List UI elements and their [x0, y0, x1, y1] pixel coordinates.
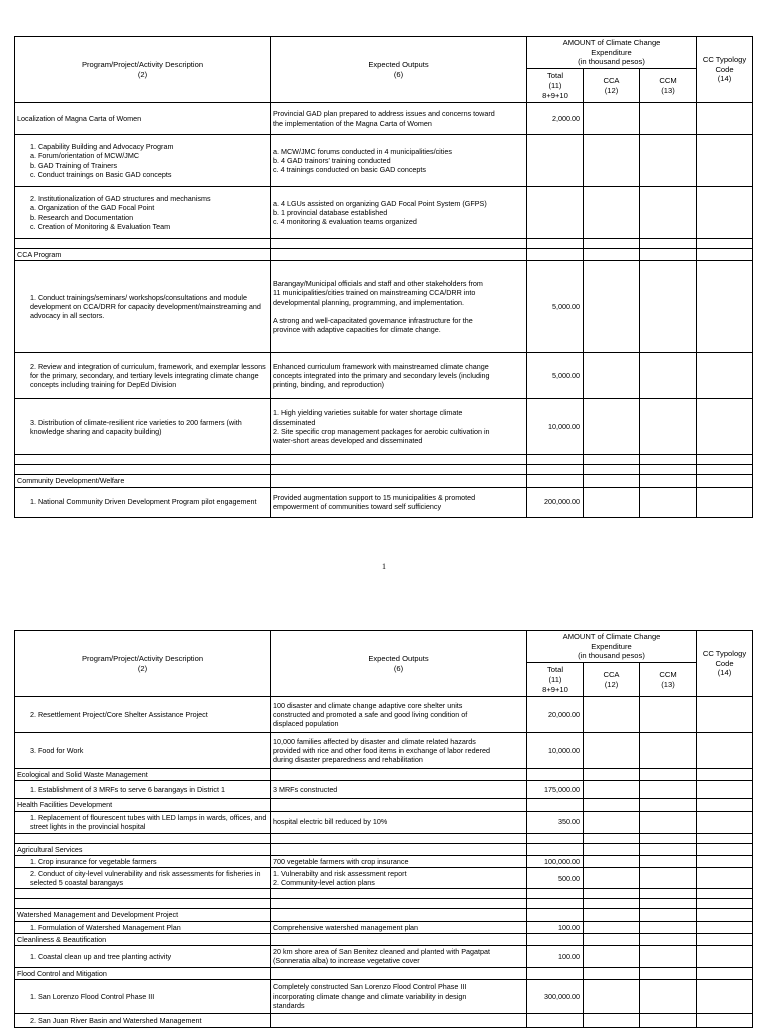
cca-amount-cell — [584, 487, 640, 517]
expected-output-cell — [271, 967, 527, 979]
table-row — [15, 103, 753, 135]
typology-code-cell — [697, 353, 753, 399]
total-amount-cell: 100.00 — [527, 946, 584, 967]
cca-amount-cell — [584, 979, 640, 1013]
table-row — [15, 239, 753, 249]
total-amount-cell — [527, 239, 584, 249]
cca-amount-cell — [584, 868, 640, 889]
program-description-cell: Health Facilities Development — [15, 799, 271, 811]
total-amount-cell — [527, 843, 584, 855]
expected-output-cell: 700 vegetable farmers with crop insurance — [271, 855, 527, 867]
program-description-cell — [15, 455, 271, 465]
total-amount-cell: 350.00 — [527, 811, 584, 833]
header-expected-outputs: Expected Outputs (6) — [271, 631, 527, 697]
ccm-amount-cell — [640, 833, 697, 843]
table-row — [15, 781, 753, 799]
typology-code-cell — [697, 239, 753, 249]
cca-amount-cell — [584, 811, 640, 833]
total-amount-cell: 200,000.00 — [527, 487, 584, 517]
table-row — [15, 261, 753, 353]
header-ccm: CCM (13) — [640, 663, 697, 697]
cca-amount-cell — [584, 187, 640, 239]
expected-output-cell — [271, 843, 527, 855]
total-amount-cell — [527, 249, 584, 261]
table-row — [15, 843, 753, 855]
cca-amount-cell — [584, 261, 640, 353]
program-description-cell: 3. Food for Work — [15, 733, 271, 769]
program-description-cell: 2. Review and integration of curriculum, framework, and exemplar lessons for the primary, secondary, and tertiary levels integrating climate change concepts including training for DepEd Division — [15, 353, 271, 399]
typology-code-cell — [697, 799, 753, 811]
ccm-amount-cell — [640, 946, 697, 967]
ccm-amount-cell — [640, 843, 697, 855]
cca-amount-cell — [584, 933, 640, 945]
total-amount-cell — [527, 475, 584, 487]
typology-code-cell — [697, 889, 753, 899]
cca-amount-cell — [584, 103, 640, 135]
typology-code-cell — [697, 781, 753, 799]
cca-amount-cell — [584, 733, 640, 769]
header-cca: CCA (12) — [584, 663, 640, 697]
table-row — [15, 465, 753, 475]
expected-output-cell: a. MCW/JMC forums conducted in 4 municipalities/cities b. 4 GAD trainors' training conducted c. 4 trainings conducted on basic GAD concepts — [271, 135, 527, 187]
ccm-amount-cell — [640, 697, 697, 733]
climate-expenditure-table-page-2 — [14, 630, 753, 1028]
program-description-cell — [15, 889, 271, 899]
table-row — [15, 799, 753, 811]
ccm-amount-cell — [640, 855, 697, 867]
table-row — [15, 921, 753, 933]
table-row — [15, 833, 753, 843]
table-row — [15, 249, 753, 261]
table-row — [15, 1013, 753, 1027]
program-description-cell: 1. Coastal clean up and tree planting activity — [15, 946, 271, 967]
typology-code-cell — [697, 465, 753, 475]
program-description-cell: Community Development/Welfare — [15, 475, 271, 487]
ccm-amount-cell — [640, 187, 697, 239]
total-amount-cell: 20,000.00 — [527, 697, 584, 733]
table-row — [15, 475, 753, 487]
total-amount-cell — [527, 465, 584, 475]
header-ccm: CCM (13) — [640, 69, 697, 103]
expected-output-cell: Barangay/Municipal officials and staff and other stakeholders from 11 municipalities/cities trained on mainstreaming CCA/DRR into developmental planning, programming, and implementation. A strong and well-capacitated governance infrastructure for the province with adaptive capacities for climate change. — [271, 261, 527, 353]
total-amount-cell: 5,000.00 — [527, 261, 584, 353]
expected-output-cell: 20 km shore area of San Benitez cleaned and planted with Pagatpat (Sonneratia alba) to increase vegetative cover — [271, 946, 527, 967]
expected-output-cell — [271, 899, 527, 909]
total-amount-cell — [527, 933, 584, 945]
ccm-amount-cell — [640, 933, 697, 945]
expected-output-cell: Provincial GAD plan prepared to address issues and concerns toward the implementation of the Magna Carta of Women — [271, 103, 527, 135]
ccm-amount-cell — [640, 889, 697, 899]
typology-code-cell — [697, 946, 753, 967]
program-description-cell — [15, 239, 271, 249]
program-description-cell: 2. Resettlement Project/Core Shelter Assistance Project — [15, 697, 271, 733]
program-description-cell: 1. Conduct trainings/seminars/ workshops/consultations and module development on CCA/DRR for capacity development/mainstreaming and advocacy in all sectors. — [15, 261, 271, 353]
program-description-cell: 1. Crop insurance for vegetable farmers — [15, 855, 271, 867]
program-description-cell: 2. Conduct of city-level vulnerability and risk assessments for fisheries in selected 5 coastal barangays — [15, 868, 271, 889]
table-row — [15, 187, 753, 239]
table-row — [15, 697, 753, 733]
program-description-cell: Localization of Magna Carta of Women — [15, 103, 271, 135]
typology-code-cell — [697, 135, 753, 187]
program-description-cell: Flood Control and Mitigation — [15, 967, 271, 979]
expected-output-cell — [271, 239, 527, 249]
typology-code-cell — [697, 1013, 753, 1027]
program-description-cell — [15, 899, 271, 909]
expected-output-cell — [271, 799, 527, 811]
ccm-amount-cell — [640, 487, 697, 517]
program-description-cell: 1. Capability Building and Advocacy Program a. Forum/orientation of MCW/JMC b. GAD Training of Trainers c. Conduct trainings on Basic GAD concepts — [15, 135, 271, 187]
table-row — [15, 487, 753, 517]
expected-output-cell — [271, 249, 527, 261]
ccm-amount-cell — [640, 811, 697, 833]
ccm-amount-cell — [640, 103, 697, 135]
total-amount-cell — [527, 889, 584, 899]
expected-output-cell: Enhanced curriculum framework with mainstreamed climate change concepts integrated into the primary and secondary levels (including printing, binding, and reproduction) — [271, 353, 527, 399]
expected-output-cell — [271, 1013, 527, 1027]
total-amount-cell: 500.00 — [527, 868, 584, 889]
program-description-cell: 1. San Lorenzo Flood Control Phase III — [15, 979, 271, 1013]
cca-amount-cell — [584, 921, 640, 933]
cca-amount-cell — [584, 353, 640, 399]
total-amount-cell — [527, 799, 584, 811]
program-description-cell — [15, 465, 271, 475]
typology-code-cell — [697, 855, 753, 867]
cca-amount-cell — [584, 909, 640, 921]
table-row — [15, 455, 753, 465]
cca-amount-cell — [584, 399, 640, 455]
total-amount-cell: 300,000.00 — [527, 979, 584, 1013]
ccm-amount-cell — [640, 475, 697, 487]
expected-output-cell: Completely constructed San Lorenzo Flood Control Phase III incorporating climate change and climate variability in design standards — [271, 979, 527, 1013]
ccm-amount-cell — [640, 781, 697, 799]
typology-code-cell — [697, 833, 753, 843]
ccm-amount-cell — [640, 135, 697, 187]
ccm-amount-cell — [640, 261, 697, 353]
expected-output-cell: 100 disaster and climate change adaptive core shelter units constructed and promoted a safe and good living condition of displaced population — [271, 697, 527, 733]
ccm-amount-cell — [640, 353, 697, 399]
ccm-amount-cell — [640, 399, 697, 455]
header-expected-outputs: Expected Outputs (6) — [271, 37, 527, 103]
program-description-cell — [15, 833, 271, 843]
cca-amount-cell — [584, 135, 640, 187]
cca-amount-cell — [584, 855, 640, 867]
ccm-amount-cell — [640, 465, 697, 475]
ccm-amount-cell — [640, 1013, 697, 1027]
climate-expenditure-table-page-1 — [14, 36, 753, 518]
program-description-cell: 1. Establishment of 3 MRFs to serve 6 barangays in District 1 — [15, 781, 271, 799]
typology-code-cell — [697, 933, 753, 945]
typology-code-cell — [697, 921, 753, 933]
expected-output-cell — [271, 909, 527, 921]
program-description-cell: Watershed Management and Development Project — [15, 909, 271, 921]
table-row — [15, 979, 753, 1013]
program-description-cell: 2. San Juan River Basin and Watershed Management — [15, 1013, 271, 1027]
program-description-cell: 1. Formulation of Watershed Management Plan — [15, 921, 271, 933]
total-amount-cell: 175,000.00 — [527, 781, 584, 799]
ccm-amount-cell — [640, 733, 697, 769]
table-row — [15, 889, 753, 899]
ccm-amount-cell — [640, 455, 697, 465]
table-row — [15, 855, 753, 867]
table-row — [15, 135, 753, 187]
typology-code-cell — [697, 475, 753, 487]
total-amount-cell — [527, 1013, 584, 1027]
cca-amount-cell — [584, 465, 640, 475]
expected-output-cell: hospital electric bill reduced by 10% — [271, 811, 527, 833]
expected-output-cell — [271, 475, 527, 487]
typology-code-cell — [697, 843, 753, 855]
document-page-2 — [14, 630, 752, 1028]
expected-output-cell — [271, 833, 527, 843]
program-description-cell: CCA Program — [15, 249, 271, 261]
typology-code-cell — [697, 811, 753, 833]
ccm-amount-cell — [640, 249, 697, 261]
cca-amount-cell — [584, 781, 640, 799]
ccm-amount-cell — [640, 909, 697, 921]
document-page-1 — [14, 36, 752, 518]
cca-amount-cell — [584, 475, 640, 487]
header-program-description: Program/Project/Activity Description (2) — [15, 37, 271, 103]
cca-amount-cell — [584, 833, 640, 843]
total-amount-cell: 5,000.00 — [527, 353, 584, 399]
total-amount-cell — [527, 833, 584, 843]
cca-amount-cell — [584, 249, 640, 261]
program-description-cell: 1. Replacement of flourescent tubes with LED lamps in wards, offices, and street lights in the provincial hospital — [15, 811, 271, 833]
program-description-cell: Agricultural Services — [15, 843, 271, 855]
header-cca: CCA (12) — [584, 69, 640, 103]
typology-code-cell — [697, 769, 753, 781]
table-row — [15, 399, 753, 455]
cca-amount-cell — [584, 697, 640, 733]
header-cc-typology: CC Typology Code (14) — [697, 37, 753, 103]
table-row — [15, 733, 753, 769]
expected-output-cell: 3 MRFs constructed — [271, 781, 527, 799]
typology-code-cell — [697, 187, 753, 239]
total-amount-cell: 10,000.00 — [527, 399, 584, 455]
table-row — [15, 946, 753, 967]
header-amount: AMOUNT of Climate Change Expenditure (in thousand pesos) — [527, 631, 697, 663]
program-description-cell: 1. National Community Driven Development Program pilot engagement — [15, 487, 271, 517]
expected-output-cell: Provided augmentation support to 15 municipalities & promoted empowerment of communities toward self sufficiency — [271, 487, 527, 517]
total-amount-cell — [527, 455, 584, 465]
expected-output-cell: a. 4 LGUs assisted on organizing GAD Focal Point System (GFPS) b. 1 provincial database established c. 4 monitoring & evaluation teams organized — [271, 187, 527, 239]
typology-code-cell — [697, 899, 753, 909]
cca-amount-cell — [584, 967, 640, 979]
page-number: 1 — [382, 562, 386, 571]
typology-code-cell — [697, 697, 753, 733]
header-program-description: Program/Project/Activity Description (2) — [15, 631, 271, 697]
table-row — [15, 933, 753, 945]
table-row — [15, 967, 753, 979]
total-amount-cell — [527, 135, 584, 187]
program-description-cell: 3. Distribution of climate-resilient rice varieties to 200 farmers (with knowledge sharing and capacity building) — [15, 399, 271, 455]
ccm-amount-cell — [640, 899, 697, 909]
expected-output-cell — [271, 465, 527, 475]
cca-amount-cell — [584, 799, 640, 811]
header-total: Total (11) 8+9+10 — [527, 663, 584, 697]
expected-output-cell: 1. High yielding varieties suitable for water shortage climate disseminated 2. Site specific crop management packages for aerobic cultivation in water-short areas developed and disseminated — [271, 399, 527, 455]
total-amount-cell — [527, 967, 584, 979]
total-amount-cell: 10,000.00 — [527, 733, 584, 769]
typology-code-cell — [697, 733, 753, 769]
table-row — [15, 899, 753, 909]
ccm-amount-cell — [640, 239, 697, 249]
typology-code-cell — [697, 868, 753, 889]
expected-output-cell: 10,000 families affected by disaster and climate related hazards provided with rice and other food items in exchange of labor redered during disaster preparedness and rehabilitation — [271, 733, 527, 769]
total-amount-cell — [527, 899, 584, 909]
cca-amount-cell — [584, 1013, 640, 1027]
expected-output-cell — [271, 455, 527, 465]
ccm-amount-cell — [640, 769, 697, 781]
ccm-amount-cell — [640, 799, 697, 811]
expected-output-cell — [271, 933, 527, 945]
typology-code-cell — [697, 487, 753, 517]
total-amount-cell: 100.00 — [527, 921, 584, 933]
cca-amount-cell — [584, 946, 640, 967]
header-cc-typology: CC Typology Code (14) — [697, 631, 753, 697]
program-description-cell: 2. Institutionalization of GAD structures and mechanisms a. Organization of the GAD Focal Point b. Research and Documentation c. Creation of Monitoring & Evaluation Team — [15, 187, 271, 239]
header-amount: AMOUNT of Climate Change Expenditure (in thousand pesos) — [527, 37, 697, 69]
header-total: Total (11) 8+9+10 — [527, 69, 584, 103]
table-row — [15, 811, 753, 833]
cca-amount-cell — [584, 769, 640, 781]
table-row — [15, 769, 753, 781]
total-amount-cell: 2,000.00 — [527, 103, 584, 135]
typology-code-cell — [697, 909, 753, 921]
program-description-cell: Cleanliness & Beautification — [15, 933, 271, 945]
typology-code-cell — [697, 261, 753, 353]
cca-amount-cell — [584, 455, 640, 465]
ccm-amount-cell — [640, 921, 697, 933]
total-amount-cell — [527, 909, 584, 921]
expected-output-cell — [271, 769, 527, 781]
ccm-amount-cell — [640, 979, 697, 1013]
typology-code-cell — [697, 967, 753, 979]
table-row — [15, 353, 753, 399]
total-amount-cell: 100,000.00 — [527, 855, 584, 867]
cca-amount-cell — [584, 843, 640, 855]
typology-code-cell — [697, 455, 753, 465]
typology-code-cell — [697, 979, 753, 1013]
program-description-cell: Ecological and Solid Waste Management — [15, 769, 271, 781]
typology-code-cell — [697, 249, 753, 261]
expected-output-cell: Comprehensive watershed management plan — [271, 921, 527, 933]
ccm-amount-cell — [640, 967, 697, 979]
cca-amount-cell — [584, 239, 640, 249]
expected-output-cell: 1. Vulnerabilty and risk assessment report 2. Community-level action plans — [271, 868, 527, 889]
typology-code-cell — [697, 399, 753, 455]
expected-output-cell — [271, 889, 527, 899]
typology-code-cell — [697, 103, 753, 135]
table-row — [15, 909, 753, 921]
table-row — [15, 868, 753, 889]
cca-amount-cell — [584, 889, 640, 899]
ccm-amount-cell — [640, 868, 697, 889]
cca-amount-cell — [584, 899, 640, 909]
total-amount-cell — [527, 769, 584, 781]
total-amount-cell — [527, 187, 584, 239]
